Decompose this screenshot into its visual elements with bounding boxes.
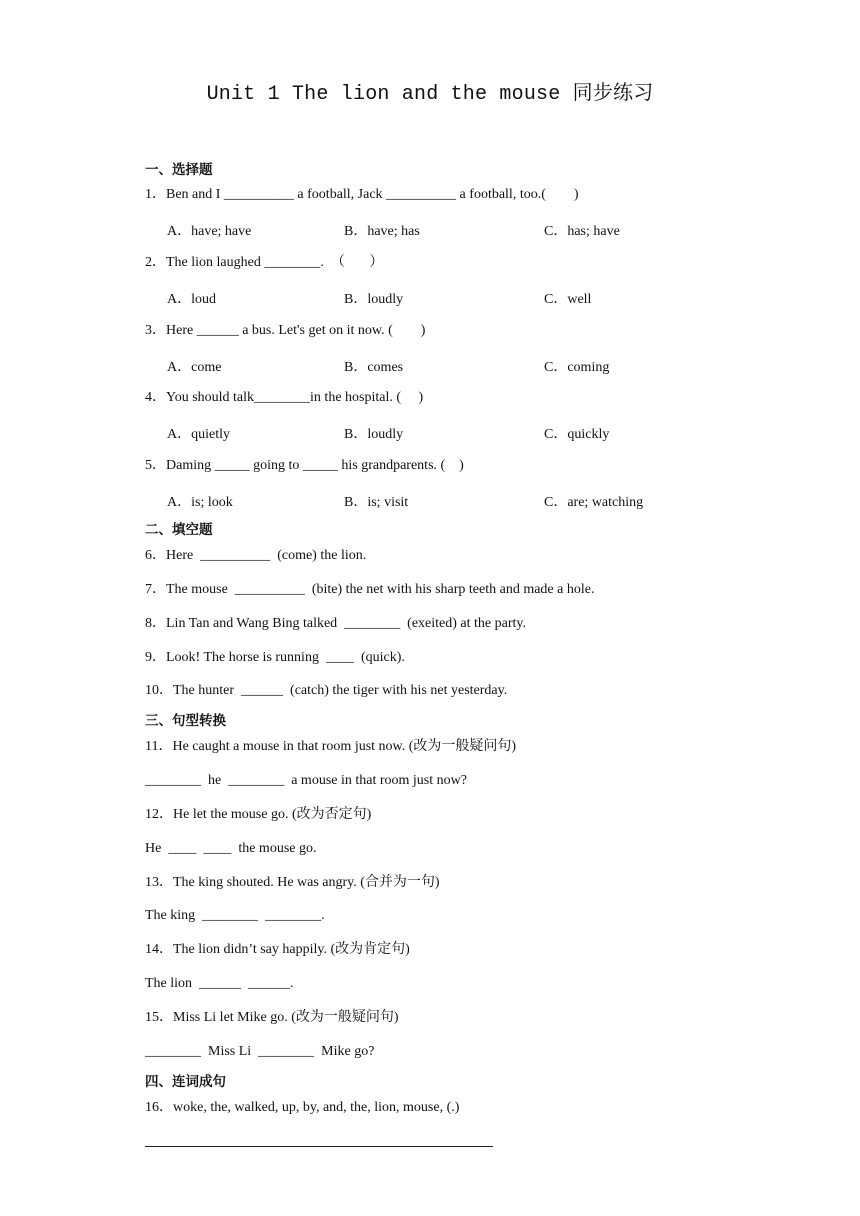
- option-a: A．loud: [167, 292, 216, 307]
- option-c: C．quickly: [544, 427, 610, 442]
- section-heading-fill-blank: 二、填空题: [145, 522, 213, 538]
- answer-line-11: ________ he ________ a mouse in that room just now?: [145, 773, 467, 788]
- option-b: B．is; visit: [344, 495, 409, 510]
- option-b: B．comes: [344, 360, 404, 375]
- option-c: C．coming: [544, 360, 610, 375]
- option-c: C．has; have: [544, 224, 620, 239]
- question-1-options: [167, 220, 767, 238]
- option-a: A．is; look: [167, 495, 233, 510]
- section-heading-sentence-transform: 三、句型转换: [145, 713, 226, 729]
- question-10: 10．The hunter ______ (catch) the tiger with his net yesterday.: [145, 683, 508, 698]
- answer-line-15: ________ Miss Li ________ Mike go?: [145, 1044, 375, 1059]
- option-b: B．loudly: [344, 292, 404, 307]
- option-c: C．well: [544, 292, 592, 307]
- answer-line-16: [145, 1146, 493, 1147]
- question-4: 4．You should talk________in the hospital. ( ): [145, 390, 424, 405]
- answer-line-14: The lion ______ ______.: [145, 976, 294, 991]
- question-12: 12．He let the mouse go. (改为否定句): [145, 807, 372, 822]
- option-a: A．come: [167, 360, 222, 375]
- question-9: 9．Look! The horse is running ____ (quick).: [145, 650, 405, 665]
- option-c: C．are; watching: [544, 495, 644, 510]
- section-heading-word-order: 四、连词成句: [145, 1074, 226, 1090]
- question-5: 5．Daming _____ going to _____ his grandparents. ( ): [145, 458, 464, 473]
- question-4-options: [167, 423, 767, 441]
- question-5-options: [167, 491, 767, 509]
- question-2: 2．The lion laughed ________. （ ）: [145, 255, 384, 270]
- option-b: B．have; has: [344, 224, 420, 239]
- option-a: A．have; have: [167, 224, 252, 239]
- question-2-options: [167, 288, 767, 306]
- question-13: 13．The king shouted. He was angry. (合并为一句): [145, 875, 440, 890]
- question-14: 14．The lion didn’t say happily. (改为肯定句): [145, 942, 410, 957]
- question-7: 7．The mouse __________ (bite) the net with his sharp teeth and made a hole.: [145, 582, 595, 597]
- answer-line-12: He ____ ____ the mouse go.: [145, 841, 317, 856]
- option-b: B．loudly: [344, 427, 404, 442]
- option-a: A．quietly: [167, 427, 230, 442]
- section-heading-choice: 一、选择题: [145, 162, 213, 178]
- question-3: 3．Here ______ a bus. Let's get on it now. ( ): [145, 323, 426, 338]
- page-title: Unit 1 The lion and the mouse 同步练习: [206, 83, 654, 106]
- question-8: 8．Lin Tan and Wang Bing talked ________ (exeited) at the party.: [145, 616, 526, 631]
- question-11: 11．He caught a mouse in that room just now. (改为一般疑问句): [145, 739, 517, 754]
- question-1: 1．Ben and I __________ a football, Jack __________ a football, too.( ): [145, 187, 579, 202]
- question-6: 6．Here __________ (come) the lion.: [145, 548, 367, 563]
- question-3-options: [167, 356, 767, 374]
- question-16: 16．woke, the, walked, up, by, and, the, lion, mouse, (.): [145, 1100, 460, 1115]
- answer-line-13: The king ________ ________.: [145, 908, 325, 923]
- question-15: 15．Miss Li let Mike go. (改为一般疑问句): [145, 1010, 399, 1025]
